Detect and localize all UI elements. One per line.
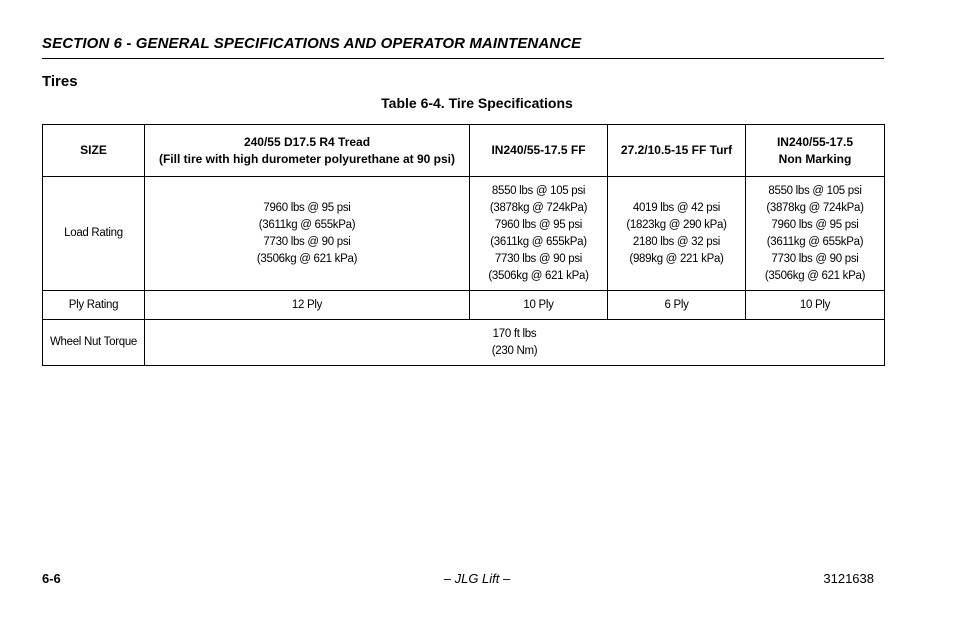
table-title: Table 6-4. Tire Specifications	[381, 95, 573, 111]
header-rule	[42, 58, 884, 59]
page-number: 6-6	[42, 571, 61, 586]
table-row-ply-rating	[43, 291, 885, 320]
header-row	[43, 125, 885, 177]
cell-line: (3506kg @ 621 kPa)	[256, 252, 358, 265]
col-header-line2: (Fill tire with high durometer polyurethane at 90 psi)	[158, 151, 456, 166]
col-header-line1: SIZE	[80, 143, 107, 157]
table-row-wheel-nut-torque	[43, 320, 885, 366]
row-label: Wheel Nut Torque	[43, 320, 145, 366]
col-header-line1: IN240/55-17.5 FF	[491, 143, 586, 157]
table-row-load-rating	[43, 177, 885, 291]
cell-line: (1823kg @ 290 kPa)	[626, 218, 727, 231]
cell-line: (989kg @ 221 kPa)	[629, 252, 724, 265]
cell-line: 7960 lbs @ 95 psi	[494, 218, 583, 231]
table-cell	[608, 177, 746, 291]
cell-line: 8550 lbs @ 105 psi	[768, 184, 862, 197]
table-cell: 10 Ply	[746, 291, 885, 320]
table-cell	[470, 177, 608, 291]
cell-line: (3611kg @ 655kPa)	[766, 235, 864, 248]
col-header-27-2-turf	[608, 125, 746, 177]
col-header-line2: Non Marking	[778, 151, 852, 166]
cell-line: 7730 lbs @ 90 psi	[494, 252, 583, 265]
col-header-line1: IN240/55-17.5	[776, 134, 854, 149]
tire-spec-table	[42, 124, 885, 366]
cell-line: 8550 lbs @ 105 psi	[491, 184, 586, 197]
section-title: SECTION 6 - GENERAL SPECIFICATIONS AND OPERATOR MAINTENANCE	[42, 35, 582, 52]
cell-line: 170 ft lbs	[492, 327, 537, 340]
cell-line: 4019 lbs @ 42 psi	[632, 201, 721, 214]
cell-line: 2180 lbs @ 32 psi	[632, 235, 721, 248]
cell-line: 7960 lbs @ 95 psi	[771, 218, 859, 231]
cell-line: 7730 lbs @ 90 psi	[263, 235, 351, 248]
cell-line: (3506kg @ 621 kPa)	[764, 269, 866, 282]
table-cell	[145, 177, 470, 291]
cell-line: (3611kg @ 655kPa)	[258, 218, 356, 231]
cell-line: 7730 lbs @ 90 psi	[771, 252, 859, 265]
cell-line: (3878kg @ 724kPa)	[489, 201, 588, 214]
subheading: Tires	[42, 73, 78, 90]
col-header-line1: 27.2/10.5-15 FF Turf	[620, 143, 733, 157]
table-cell	[145, 320, 885, 366]
table-cell	[746, 177, 885, 291]
cell-line: (3506kg @ 621 kPa)	[488, 269, 589, 282]
footer-brand: – JLG Lift –	[443, 571, 511, 586]
table-cell: 10 Ply	[470, 291, 608, 320]
cell-line: (3878kg @ 724kPa)	[766, 201, 864, 214]
col-header-line1: 240/55 D17.5 R4 Tread	[243, 134, 371, 149]
cell-line: (230 Nm)	[491, 344, 538, 357]
row-label: Ply Rating	[43, 291, 145, 320]
col-header-in240-ff	[470, 125, 608, 177]
col-header-size	[43, 125, 145, 177]
table-cell: 12 Ply	[145, 291, 470, 320]
table-cell: 6 Ply	[608, 291, 746, 320]
row-label: Load Rating	[43, 177, 145, 291]
document-number: 3121638	[823, 571, 874, 586]
cell-line: (3611kg @ 655kPa)	[490, 235, 587, 248]
cell-line: 7960 lbs @ 95 psi	[263, 201, 351, 214]
col-header-240-55-d17-5	[145, 125, 470, 177]
col-header-in240-non-marking	[746, 125, 885, 177]
